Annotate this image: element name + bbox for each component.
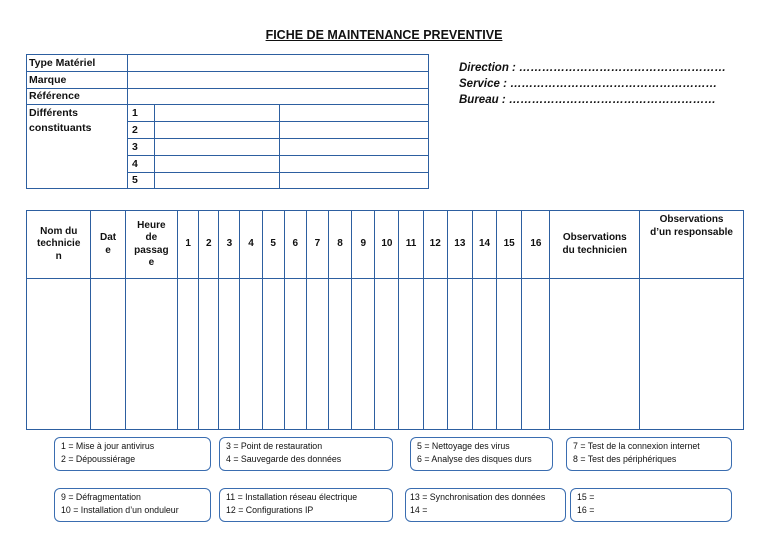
header-task-8: 8	[329, 211, 352, 279]
header-line: Nom du	[40, 225, 78, 237]
entry-cell[interactable]	[329, 279, 352, 430]
entry-cell[interactable]	[306, 279, 328, 430]
legend-line: 10 = Installation d’un onduleur	[61, 505, 179, 515]
service-line: Service : ………………………………………………	[459, 78, 718, 90]
header-line: e	[148, 257, 155, 268]
legend-box-15-16	[570, 488, 732, 522]
maintenance-log-table	[26, 210, 744, 430]
header-observations-responsable	[640, 211, 744, 279]
reference-label: Référence	[27, 88, 128, 105]
header-heure-passage	[125, 211, 177, 279]
header-task-15: 15	[497, 211, 522, 279]
header-task-9: 9	[352, 211, 375, 279]
constituant-number: 5	[128, 172, 155, 189]
entry-cell[interactable]	[550, 279, 640, 430]
legend-line: 4 = Sauvegarde des données	[226, 454, 342, 464]
header-task-11: 11	[399, 211, 423, 279]
header-line: n	[55, 250, 62, 262]
entry-cell[interactable]	[399, 279, 423, 430]
constituant-cell[interactable]	[280, 138, 429, 155]
entry-cell[interactable]	[262, 279, 284, 430]
entry-cell[interactable]	[284, 279, 306, 430]
header-task-10: 10	[375, 211, 399, 279]
legend-line: 2 = Dépoussiérage	[61, 454, 136, 464]
constituant-number: 4	[128, 155, 155, 172]
marque-label: Marque	[27, 71, 128, 88]
constituants-label-line1: Différents	[29, 107, 79, 120]
legend-line: 16 =	[577, 505, 595, 515]
constituant-cell[interactable]	[155, 155, 280, 172]
legend-line: 12 = Configurations IP	[226, 505, 314, 515]
header-row	[27, 211, 744, 279]
legend-line: 5 = Nettoyage des virus	[417, 441, 510, 451]
constituant-cell[interactable]	[280, 122, 429, 139]
header-task-12: 12	[423, 211, 447, 279]
entry-cell[interactable]	[178, 279, 199, 430]
marque-row	[27, 71, 429, 88]
type-materiel-label: Type Matériel	[27, 55, 128, 72]
legend-line: 13 = Synchronisation des données	[410, 492, 546, 502]
header-task-2: 2	[199, 211, 219, 279]
constituants-label-line2: constituants	[29, 121, 92, 134]
header-task-7: 7	[306, 211, 328, 279]
header-task-6: 6	[284, 211, 306, 279]
header-task-14: 14	[472, 211, 496, 279]
header-line: passag	[134, 244, 169, 256]
constituant-cell[interactable]	[280, 105, 429, 122]
header-line: d’un responsable	[650, 226, 733, 238]
bureau-line: Bureau : ………………………………………………	[459, 94, 716, 106]
legend-line: 9 = Défragmentation	[61, 492, 141, 502]
entry-cell[interactable]	[125, 279, 177, 430]
entry-cell[interactable]	[219, 279, 240, 430]
header-task-13: 13	[447, 211, 472, 279]
constituant-number: 2	[128, 122, 155, 139]
header-task-3: 3	[219, 211, 240, 279]
entry-cell[interactable]	[423, 279, 447, 430]
constituant-row	[27, 105, 429, 122]
constituant-cell[interactable]	[155, 122, 280, 139]
entry-cell[interactable]	[472, 279, 496, 430]
type-materiel-row	[27, 55, 429, 72]
legend-box-13-14	[405, 488, 566, 522]
constituant-cell[interactable]	[155, 138, 280, 155]
header-task-1: 1	[178, 211, 199, 279]
constituant-number: 3	[128, 138, 155, 155]
entry-cell[interactable]	[522, 279, 550, 430]
legend-box-1-2	[54, 437, 211, 471]
entry-cell[interactable]	[27, 279, 91, 430]
header-line: Observations	[562, 232, 627, 243]
type-materiel-value[interactable]	[128, 55, 429, 72]
entry-cell[interactable]	[91, 279, 125, 430]
entry-row	[27, 279, 744, 430]
header-task-16: 16	[522, 211, 550, 279]
legend-line: 7 = Test de la connexion internet	[573, 441, 700, 451]
legend-box-11-12	[219, 488, 393, 522]
legend-line: 14 =	[410, 505, 428, 515]
header-line: Dat	[99, 232, 117, 243]
constituant-cell[interactable]	[155, 105, 280, 122]
reference-row	[27, 88, 429, 105]
entry-cell[interactable]	[447, 279, 472, 430]
header-line: technicie	[37, 238, 81, 250]
header-date	[91, 211, 125, 279]
header-nom-technicien	[27, 211, 91, 279]
direction-block	[459, 60, 726, 108]
constituant-cell[interactable]	[280, 172, 429, 189]
direction-line: Direction : ………………………………………………	[459, 62, 727, 74]
legend-line: 8 = Test des périphériques	[573, 454, 677, 464]
constituant-cell[interactable]	[155, 172, 280, 189]
marque-value[interactable]	[128, 71, 429, 88]
entry-cell[interactable]	[640, 279, 744, 430]
equipment-info-table	[26, 54, 429, 189]
entry-cell[interactable]	[497, 279, 522, 430]
legend-line: 15 =	[577, 492, 595, 502]
header-line: du technicien	[562, 244, 627, 256]
constituant-cell[interactable]	[280, 155, 429, 172]
legend-box-3-4	[219, 437, 393, 471]
header-line: Heure	[137, 219, 166, 231]
legend-line: 11 = Installation réseau électrique	[226, 492, 358, 502]
entry-cell[interactable]	[352, 279, 375, 430]
legend-box-9-10	[54, 488, 211, 522]
legend-box-5-6	[410, 437, 553, 471]
legend-line: 1 = Mise à jour antivirus	[61, 441, 155, 451]
reference-value[interactable]	[128, 88, 429, 105]
legend-line: 6 = Analyse des disques durs	[417, 454, 532, 464]
entry-cell[interactable]	[199, 279, 219, 430]
header-line: de	[145, 232, 158, 243]
header-task-4: 4	[240, 211, 262, 279]
entry-cell[interactable]	[375, 279, 399, 430]
legend-box-7-8	[566, 437, 732, 471]
constituant-number: 1	[128, 105, 155, 122]
header-task-5: 5	[262, 211, 284, 279]
header-line: e	[105, 244, 111, 256]
constituants-label	[27, 105, 128, 189]
header-line: Observations	[659, 214, 724, 225]
entry-cell[interactable]	[240, 279, 262, 430]
legend-line: 3 = Point de restauration	[226, 441, 323, 451]
header-observations-technicien	[550, 211, 640, 279]
page-title: FICHE DE MAINTENANCE PREVENTIVE	[265, 28, 503, 42]
